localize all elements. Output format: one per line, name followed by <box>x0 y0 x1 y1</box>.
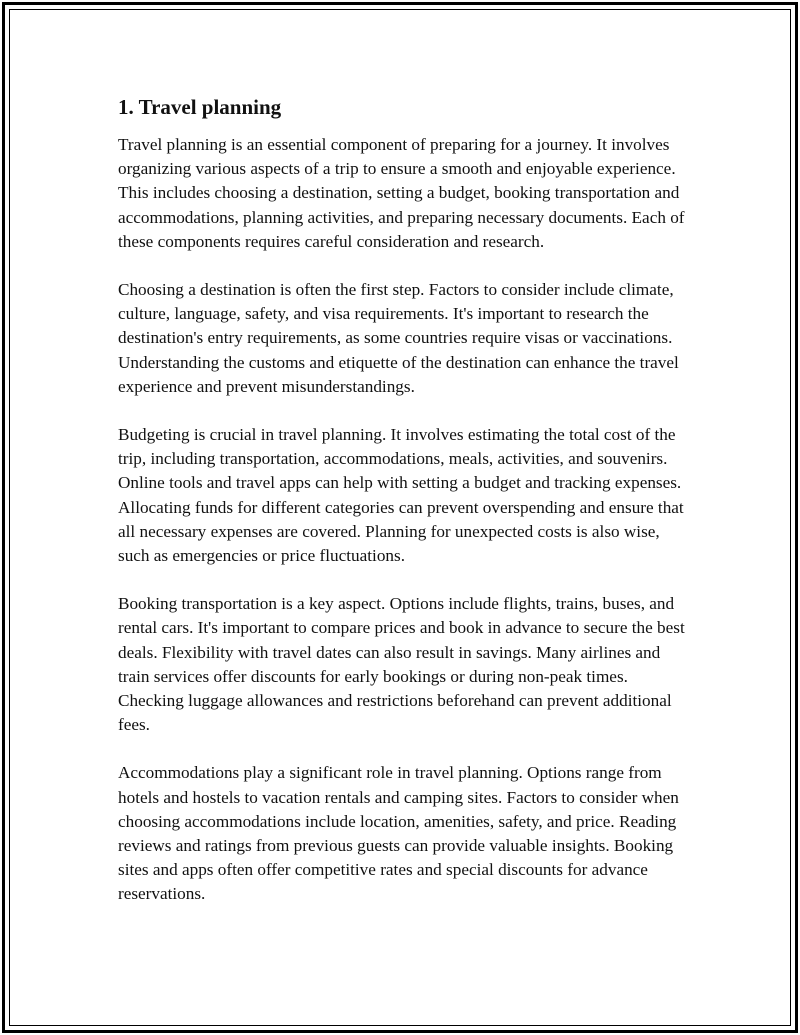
paragraph-accommodations: Accommodations play a significant role in travel planning. Options range from hotels and hostels to vacation rentals and camping sites. Factors to consider when choosing accommodations include location, amenities, safety, and price. Reading reviews and ratings from previous guests can provide valuable insights. Booking sites and apps often offer competitive rates and special discounts for advance reservations. <box>118 763 679 904</box>
paragraph-transportation: Booking transportation is a key aspect. Options include flights, trains, buses, and rental cars. It's important to compare prices and book in advance to secure the best deals. Flexibility with travel dates can also result in savings. Many airlines and train services offer discounts for early bookings or during non-peak times. Checking luggage allowances and restrictions beforehand can prevent additional fees. <box>118 594 685 735</box>
paragraph-budgeting: Budgeting is crucial in travel planning. It involves estimating the total cost of the trip, including transportation, accommodations, meals, activities, and souvenirs. Online tools and travel apps can help with setting a budget and tracking expenses. Allocating funds for different categories can prevent overspending and ensure that all necessary expenses are covered. Planning for unexpected costs is also wise, such as emergencies or price fluctuations. <box>118 425 684 566</box>
document-body <box>118 92 688 931</box>
paragraph-destination: Choosing a destination is often the first step. Factors to consider include climate, culture, language, safety, and visa requirements. It's important to research the destination's entry requirements, as some countries require visas or vaccinations. Understanding the customs and etiquette of the destination can enhance the travel experience and prevent misunderstandings. <box>118 280 679 396</box>
paragraph-intro: Travel planning is an essential component of preparing for a journey. It involves organizing various aspects of a trip to ensure a smooth and enjoyable experience. This includes choosing a destination, setting a budget, booking transportation and accommodations, planning activities, and preparing necessary documents. Each of these components requires careful consideration and research. <box>118 135 685 251</box>
section-heading: 1. Travel planning <box>118 95 282 119</box>
